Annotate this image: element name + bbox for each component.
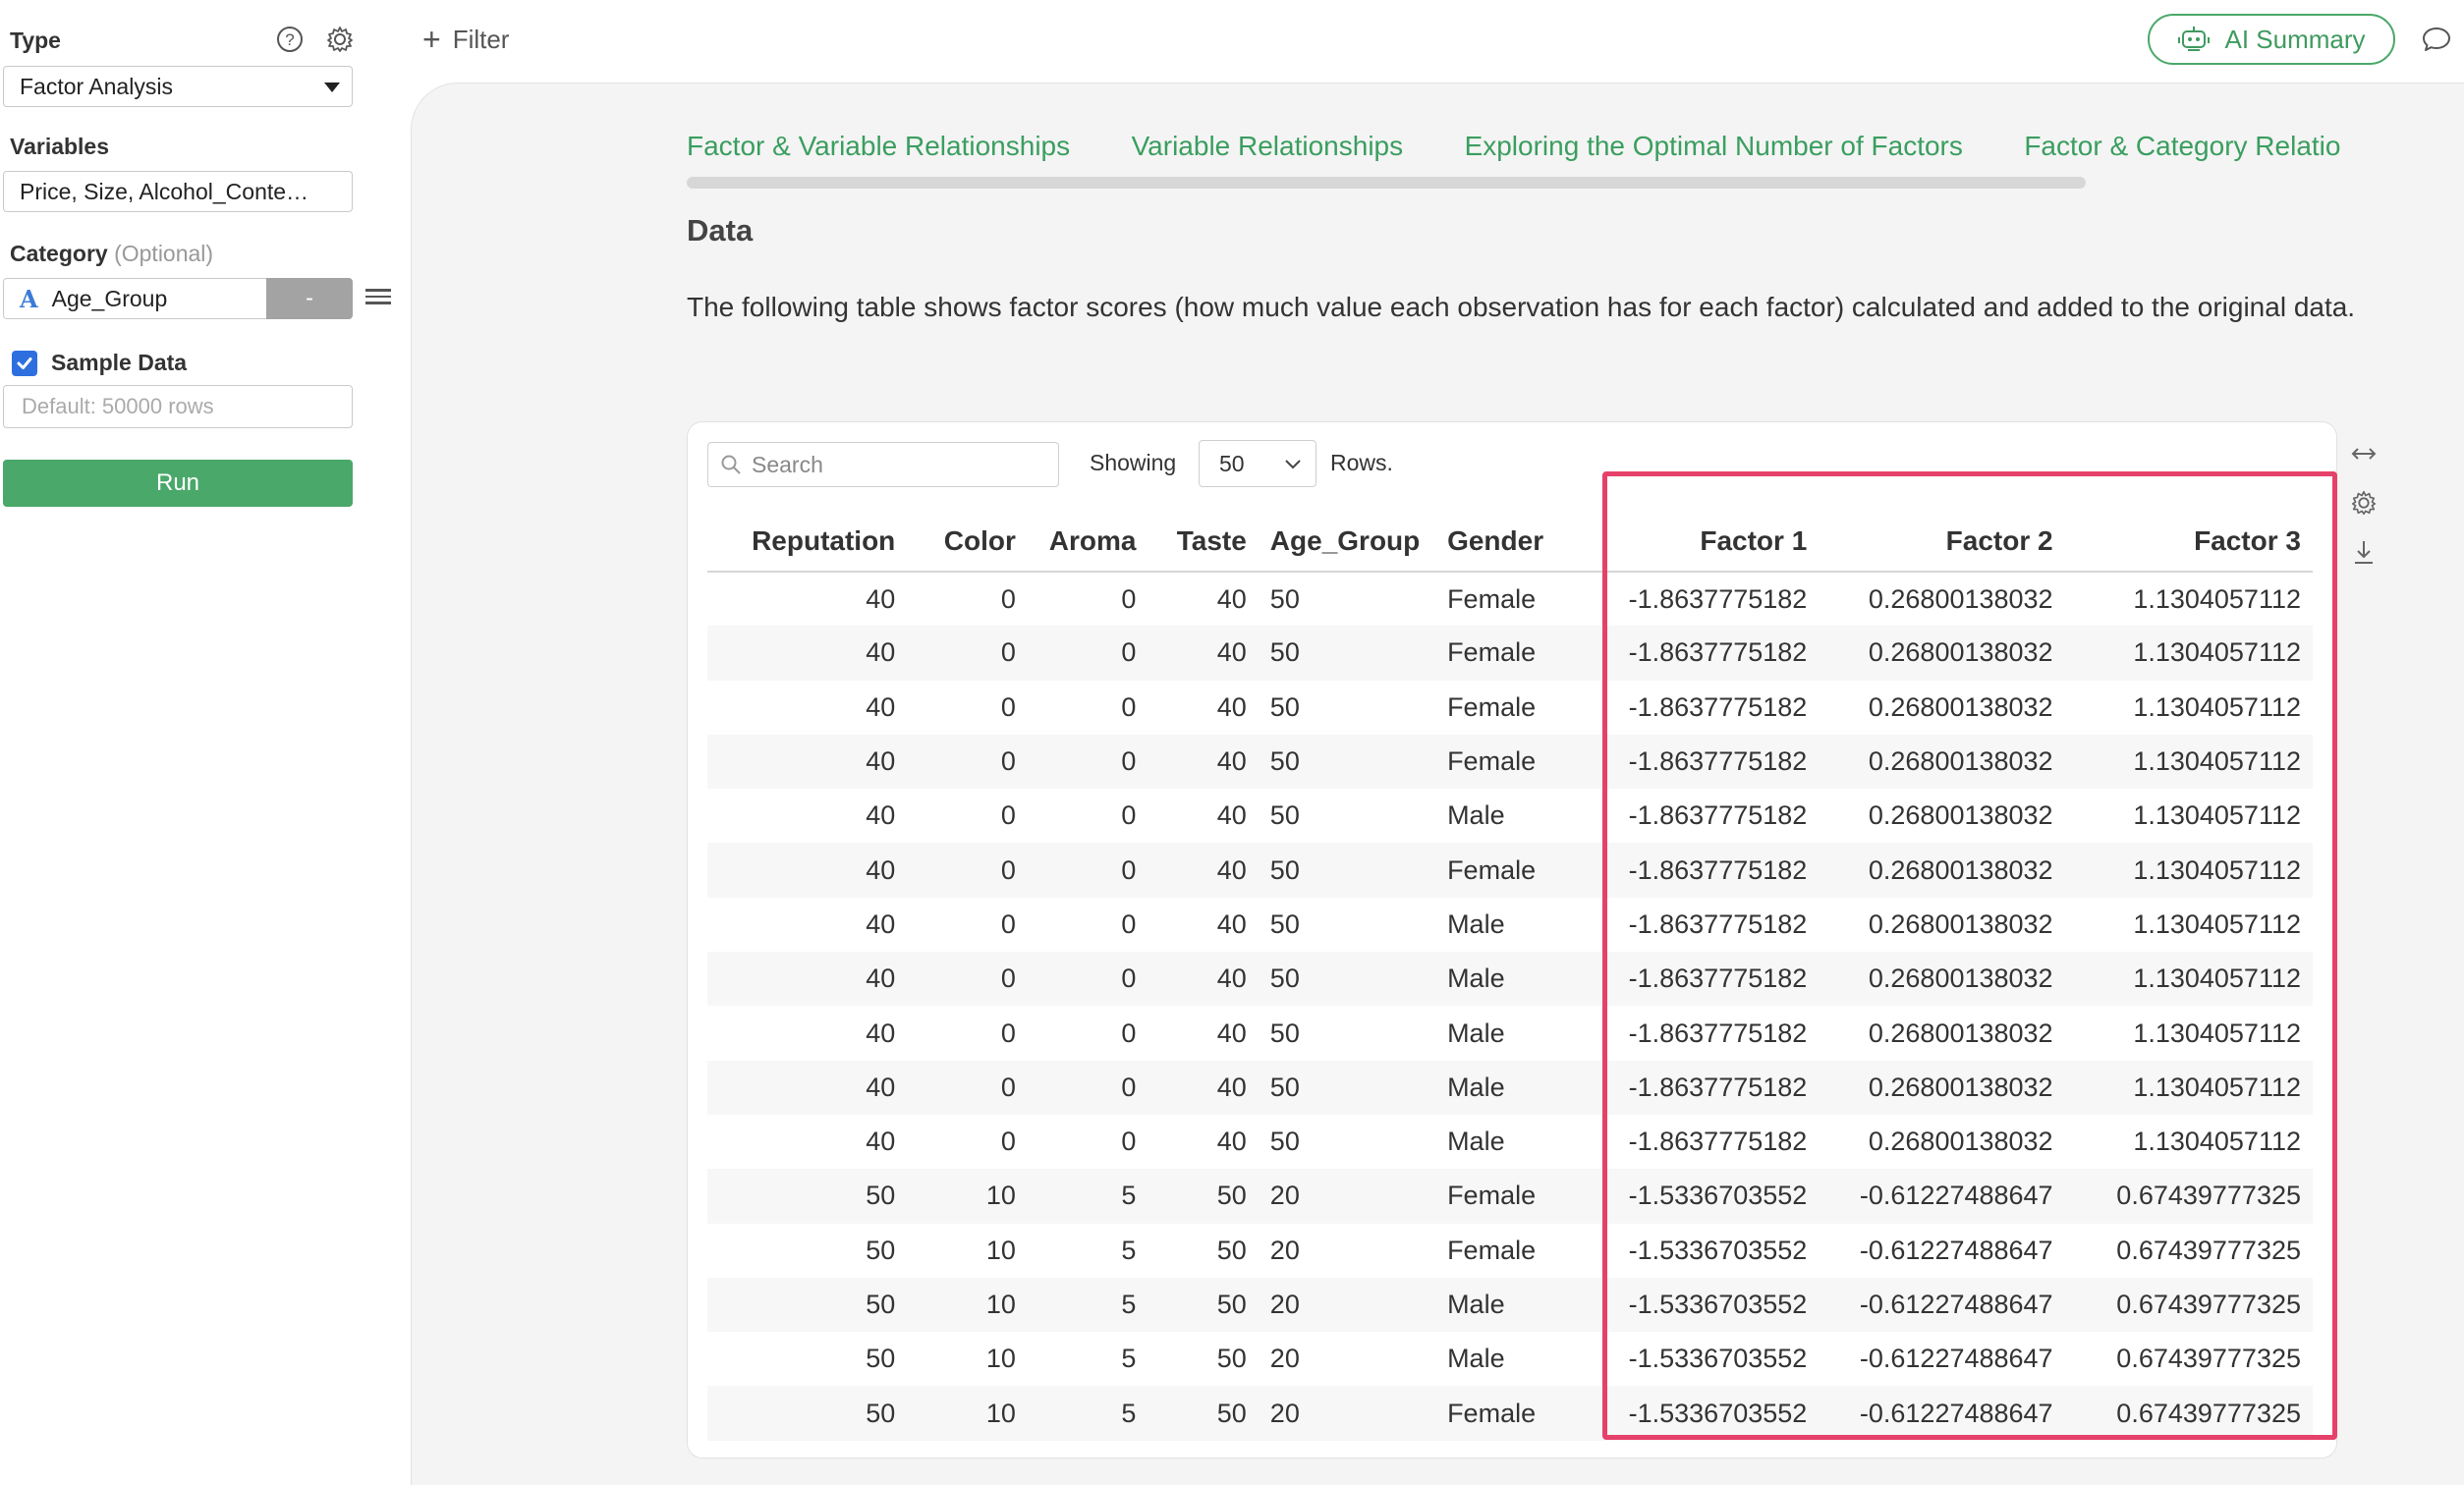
table-cell: 1.1304057112 bbox=[2065, 952, 2313, 1006]
table-cell: -0.61227488647 bbox=[1819, 1169, 2064, 1223]
table-cell: 5 bbox=[1028, 1278, 1148, 1332]
table-cell: Female bbox=[1447, 583, 1537, 614]
table-cell: -1.5336703552 bbox=[1628, 1344, 1808, 1374]
gear-icon[interactable] bbox=[324, 24, 356, 55]
table-cell: 1.1304057112 bbox=[2133, 583, 2301, 614]
table-cell: 0.26800138032 bbox=[1819, 952, 2064, 1006]
table-cell: 0 bbox=[1121, 583, 1137, 614]
table-cell: 40 bbox=[707, 735, 907, 789]
table-cell: 0 bbox=[1121, 691, 1137, 722]
table-cell: 1.1304057112 bbox=[2065, 1061, 2313, 1115]
table-cell: 20 bbox=[1269, 1235, 1300, 1265]
table-cell: 5 bbox=[1028, 1386, 1148, 1440]
table-cell: 0.26800138032 bbox=[1868, 1127, 2053, 1157]
table-cell: 0.67439777325 bbox=[2065, 1278, 2313, 1332]
table-cell: 10 bbox=[985, 1235, 1016, 1265]
table-cell: 0 bbox=[1000, 908, 1016, 939]
table-cell: 0 bbox=[1000, 583, 1016, 614]
column-header[interactable]: Reputation bbox=[707, 511, 907, 572]
table-cell: 10 bbox=[907, 1278, 1028, 1332]
table-cell: 40 bbox=[1148, 735, 1258, 789]
column-header[interactable]: Color bbox=[907, 511, 1028, 572]
table-cell: 0.26800138032 bbox=[1868, 691, 2053, 722]
table-cell: 0.67439777325 bbox=[2065, 1169, 2313, 1223]
table-cell: 0.26800138032 bbox=[1868, 1018, 2053, 1048]
table-cell: 0 bbox=[907, 626, 1028, 680]
type-label: Type bbox=[10, 28, 61, 53]
help-icon[interactable] bbox=[274, 24, 306, 55]
table-cell: 40 bbox=[707, 626, 907, 680]
table-cell: Male bbox=[1447, 908, 1505, 939]
sample-rows-input[interactable] bbox=[3, 385, 353, 428]
section-title: Data bbox=[687, 213, 754, 248]
text-type-icon: A bbox=[20, 284, 38, 313]
type-select[interactable] bbox=[3, 66, 353, 107]
robot-icon bbox=[2177, 25, 2211, 54]
table-row bbox=[707, 681, 2313, 735]
table-cell: -1.8637775182 bbox=[1628, 908, 1808, 939]
table-cell: -1.8637775182 bbox=[1628, 583, 1808, 614]
table-cell: 1.1304057112 bbox=[2133, 800, 2301, 831]
table-cell: Female bbox=[1435, 626, 1570, 680]
table-cell: 10 bbox=[907, 1386, 1028, 1440]
table-cell: 0 bbox=[1000, 800, 1016, 831]
table-cell: 40 bbox=[866, 800, 896, 831]
table-cell: -1.8637775182 bbox=[1570, 952, 1819, 1006]
data-table-card bbox=[687, 421, 2337, 1458]
table-cell: 40 bbox=[866, 1127, 896, 1157]
table-cell: 50 bbox=[707, 1169, 907, 1223]
table-cell: 10 bbox=[907, 1169, 1028, 1223]
table-cell: 0 bbox=[1000, 1018, 1016, 1048]
variables-field[interactable] bbox=[3, 171, 353, 212]
table-cell: -0.61227488647 bbox=[1819, 1386, 2064, 1440]
filter-button[interactable] bbox=[422, 24, 509, 55]
column-header[interactable]: Aroma bbox=[1028, 511, 1148, 572]
table-cell: -1.8637775182 bbox=[1628, 800, 1808, 831]
table-cell: Male bbox=[1447, 1127, 1505, 1157]
sidebar bbox=[0, 0, 405, 1485]
table-cell: 0 bbox=[1028, 735, 1148, 789]
table-cell: Female bbox=[1435, 843, 1570, 897]
menu-icon[interactable] bbox=[365, 285, 391, 310]
table-cell: 0 bbox=[1121, 908, 1137, 939]
table-cell: Male bbox=[1447, 800, 1505, 831]
table-cell: 10 bbox=[985, 1344, 1016, 1374]
filter-label: Filter bbox=[452, 24, 510, 54]
download-icon[interactable] bbox=[2348, 536, 2380, 568]
column-header[interactable]: Factor 1 bbox=[1570, 511, 1819, 572]
table-cell: -1.8637775182 bbox=[1570, 735, 1819, 789]
table-cell: 1.1304057112 bbox=[2065, 735, 2313, 789]
table-row bbox=[707, 1332, 2313, 1386]
svg-text:?: ? bbox=[285, 30, 295, 49]
table-cell: 0 bbox=[1028, 952, 1148, 1006]
table-cell: 50 bbox=[1269, 583, 1300, 614]
table-row bbox=[707, 1006, 2313, 1060]
table-cell: 50 bbox=[1269, 691, 1300, 722]
table-cell: 40 bbox=[1148, 1061, 1258, 1115]
table-cell: 5 bbox=[1121, 1235, 1137, 1265]
variables-label: Variables bbox=[10, 134, 110, 159]
search-placeholder: Search bbox=[752, 451, 823, 477]
table-cell: 0.67439777325 bbox=[2116, 1344, 2301, 1374]
table-cell: Male bbox=[1447, 1344, 1505, 1374]
plus-icon: + bbox=[422, 22, 441, 57]
rows-per-page-select[interactable] bbox=[1199, 440, 1316, 487]
table-cell: 20 bbox=[1259, 1386, 1435, 1440]
showing-label: Showing bbox=[1090, 450, 1177, 475]
table-cell: 5 bbox=[1121, 1344, 1137, 1374]
table-cell: 50 bbox=[1148, 1169, 1258, 1223]
table-row bbox=[707, 1386, 2313, 1440]
table-cell: 40 bbox=[1216, 583, 1247, 614]
table-row bbox=[707, 626, 2313, 680]
table-row bbox=[707, 1115, 2313, 1169]
table-cell: 20 bbox=[1269, 1344, 1300, 1374]
table-cell: 0 bbox=[1121, 1018, 1137, 1048]
tab-variable-relationships[interactable]: Variable Relationships bbox=[1131, 131, 1404, 161]
table-cell: 1.1304057112 bbox=[2133, 1127, 2301, 1157]
table-cell: 0 bbox=[1028, 843, 1148, 897]
table-cell: 0.26800138032 bbox=[1819, 843, 2064, 897]
table-cell: Female bbox=[1447, 1235, 1537, 1265]
table-row bbox=[707, 843, 2313, 897]
table-cell: 50 bbox=[866, 1235, 896, 1265]
table-cell: -1.8637775182 bbox=[1570, 843, 1819, 897]
table-cell: 0.26800138032 bbox=[1819, 1061, 2064, 1115]
table-cell: 40 bbox=[866, 691, 896, 722]
section-description: The following table shows factor scores (how much value each observation has for each factor) calculated and added to the original data. bbox=[687, 292, 2356, 322]
ai-summary-button[interactable] bbox=[2148, 14, 2395, 65]
caret-down-icon bbox=[324, 82, 340, 92]
table-cell: 0.67439777325 bbox=[2116, 1235, 2301, 1265]
column-header[interactable]: Age_Group bbox=[1259, 511, 1435, 572]
table-cell: 0 bbox=[1121, 800, 1137, 831]
table-cell: 50 bbox=[866, 1344, 896, 1374]
report-tabs bbox=[687, 131, 2464, 170]
table-cell: 0 bbox=[1028, 626, 1148, 680]
table-cell: 40 bbox=[1148, 626, 1258, 680]
table-cell: 1.1304057112 bbox=[2133, 691, 2301, 722]
table-cell: 5 bbox=[1028, 1169, 1148, 1223]
table-cell: 50 bbox=[707, 1278, 907, 1332]
table-cell: 0 bbox=[1121, 1127, 1137, 1157]
column-header[interactable]: Taste bbox=[1148, 511, 1258, 572]
table-cell: 0 bbox=[907, 735, 1028, 789]
table-cell: 0.26800138032 bbox=[1819, 735, 2064, 789]
rows-suffix: Rows. bbox=[1330, 450, 1393, 475]
table-cell: 40 bbox=[866, 908, 896, 939]
table-row bbox=[707, 1169, 2313, 1223]
table-cell: 40 bbox=[1216, 908, 1247, 939]
table-cell: 40 bbox=[866, 583, 896, 614]
table-row bbox=[707, 1278, 2313, 1332]
table-cell: 20 bbox=[1259, 1169, 1435, 1223]
category-value: Age_Group bbox=[51, 285, 168, 311]
sample-data-checkbox[interactable] bbox=[12, 351, 37, 376]
category-field[interactable] bbox=[3, 278, 266, 319]
table-cell: Male bbox=[1435, 1061, 1570, 1115]
table-cell: 0 bbox=[1000, 1127, 1016, 1157]
table-cell: 50 bbox=[1269, 1127, 1300, 1157]
variables-value: Price, Size, Alcohol_Conte… bbox=[20, 178, 309, 204]
table-cell: 40 bbox=[1216, 800, 1247, 831]
tabs-scrollbar[interactable] bbox=[687, 177, 2086, 189]
table-cell: Female bbox=[1447, 691, 1537, 722]
table-cell: 50 bbox=[1148, 1386, 1258, 1440]
table-cell: 1.1304057112 bbox=[2065, 843, 2313, 897]
table-cell: 0.26800138032 bbox=[1868, 800, 2053, 831]
rows-per-page-value: 50 bbox=[1219, 450, 1245, 476]
table-cell: 0 bbox=[907, 1061, 1028, 1115]
table-row bbox=[707, 572, 2313, 626]
category-optional-text: (Optional) bbox=[114, 241, 214, 266]
table-cell: 0.26800138032 bbox=[1868, 583, 2053, 614]
table-row bbox=[707, 1061, 2313, 1115]
table-cell: 0 bbox=[907, 843, 1028, 897]
table-row bbox=[707, 952, 2313, 1006]
table-cell: 40 bbox=[1148, 843, 1258, 897]
table-cell: -1.8637775182 bbox=[1628, 1127, 1808, 1157]
factor-scores-table bbox=[707, 511, 2313, 1441]
table-cell: 1.1304057112 bbox=[2133, 908, 2301, 939]
expand-width-icon[interactable] bbox=[2348, 438, 2380, 469]
search-input[interactable] bbox=[707, 442, 1059, 487]
table-tools bbox=[2348, 438, 2380, 585]
table-cell: -1.8637775182 bbox=[1570, 626, 1819, 680]
table-cell: 0 bbox=[907, 952, 1028, 1006]
table-cell: 1.1304057112 bbox=[2065, 626, 2313, 680]
table-cell: -0.61227488647 bbox=[1819, 1278, 2064, 1332]
table-cell: -1.8637775182 bbox=[1570, 1061, 1819, 1115]
main-panel bbox=[411, 82, 2464, 1485]
type-select-value: Factor Analysis bbox=[20, 73, 173, 99]
table-header-row bbox=[707, 511, 2313, 572]
table-cell: 0.67439777325 bbox=[2065, 1386, 2313, 1440]
table-cell: 0.26800138032 bbox=[1868, 908, 2053, 939]
tab-factor-category-relationships[interactable]: Factor & Category Relatio bbox=[2024, 131, 2341, 161]
table-cell: -0.61227488647 bbox=[1859, 1235, 2053, 1265]
comment-icon[interactable] bbox=[2421, 24, 2452, 55]
table-cell: -1.5336703552 bbox=[1570, 1386, 1819, 1440]
table-cell: Female bbox=[1435, 735, 1570, 789]
column-header[interactable]: Gender bbox=[1435, 511, 1570, 572]
chevron-down-icon bbox=[1282, 453, 1304, 474]
table-row bbox=[707, 789, 2313, 843]
table-cell: 40 bbox=[1216, 1127, 1247, 1157]
table-cell: 40 bbox=[866, 1018, 896, 1048]
table-cell: Female bbox=[1435, 1386, 1570, 1440]
table-cell: 40 bbox=[707, 843, 907, 897]
table-cell: Male bbox=[1435, 1278, 1570, 1332]
table-cell: 50 bbox=[1269, 1018, 1300, 1048]
table-cell: 50 bbox=[1259, 843, 1435, 897]
table-cell: -0.61227488647 bbox=[1859, 1344, 2053, 1374]
table-cell: -1.5336703552 bbox=[1628, 1235, 1808, 1265]
table-cell: 50 bbox=[1259, 952, 1435, 1006]
table-cell: 50 bbox=[1259, 735, 1435, 789]
table-cell: 40 bbox=[707, 952, 907, 1006]
table-cell: 50 bbox=[1148, 1278, 1258, 1332]
settings-icon[interactable] bbox=[2348, 487, 2380, 519]
table-cell: 1.1304057112 bbox=[2133, 1018, 2301, 1048]
table-cell: 0 bbox=[1028, 1061, 1148, 1115]
table-cell: 50 bbox=[707, 1386, 907, 1440]
table-cell: 0 bbox=[1000, 691, 1016, 722]
table-cell: -1.5336703552 bbox=[1570, 1169, 1819, 1223]
run-button[interactable]: Run bbox=[3, 460, 353, 507]
table-cell: 20 bbox=[1259, 1278, 1435, 1332]
tab-factor-variable-relationships[interactable]: Factor & Variable Relationships bbox=[687, 131, 1071, 161]
table-cell: -1.8637775182 bbox=[1628, 691, 1808, 722]
table-row bbox=[707, 735, 2313, 789]
table-cell: 50 bbox=[1216, 1235, 1247, 1265]
category-label bbox=[10, 241, 213, 267]
table-cell: 50 bbox=[1269, 908, 1300, 939]
table-cell: 50 bbox=[1216, 1344, 1247, 1374]
table-cell: 50 bbox=[1259, 626, 1435, 680]
table-cell: 40 bbox=[1148, 952, 1258, 1006]
table-cell: 0.26800138032 bbox=[1819, 626, 2064, 680]
table-cell: -1.5336703552 bbox=[1570, 1278, 1819, 1332]
table-row bbox=[707, 898, 2313, 952]
table-cell: Female bbox=[1435, 1169, 1570, 1223]
column-header[interactable]: Factor 2 bbox=[1819, 511, 2064, 572]
table-row bbox=[707, 1224, 2313, 1278]
tab-optimal-number-of-factors[interactable]: Exploring the Optimal Number of Factors bbox=[1464, 131, 1963, 161]
column-header[interactable]: Factor 3 bbox=[2065, 511, 2313, 572]
category-label-text: Category bbox=[10, 241, 108, 266]
sample-rows-placeholder: Default: 50000 rows bbox=[22, 394, 214, 418]
table-cell: 40 bbox=[1216, 1018, 1247, 1048]
table-cell: -1.8637775182 bbox=[1628, 1018, 1808, 1048]
check-icon bbox=[15, 354, 34, 373]
table-cell: Male bbox=[1447, 1018, 1505, 1048]
ai-summary-label: AI Summary bbox=[2224, 24, 2366, 54]
table-cell: 50 bbox=[1259, 1061, 1435, 1115]
table-cell: 40 bbox=[707, 1061, 907, 1115]
table-cell: 40 bbox=[1216, 691, 1247, 722]
search-icon bbox=[720, 454, 742, 475]
category-remove-button[interactable]: - bbox=[266, 278, 353, 319]
table-cell: 50 bbox=[1269, 800, 1300, 831]
table-cell: Male bbox=[1435, 952, 1570, 1006]
sample-data-label: Sample Data bbox=[51, 350, 188, 375]
